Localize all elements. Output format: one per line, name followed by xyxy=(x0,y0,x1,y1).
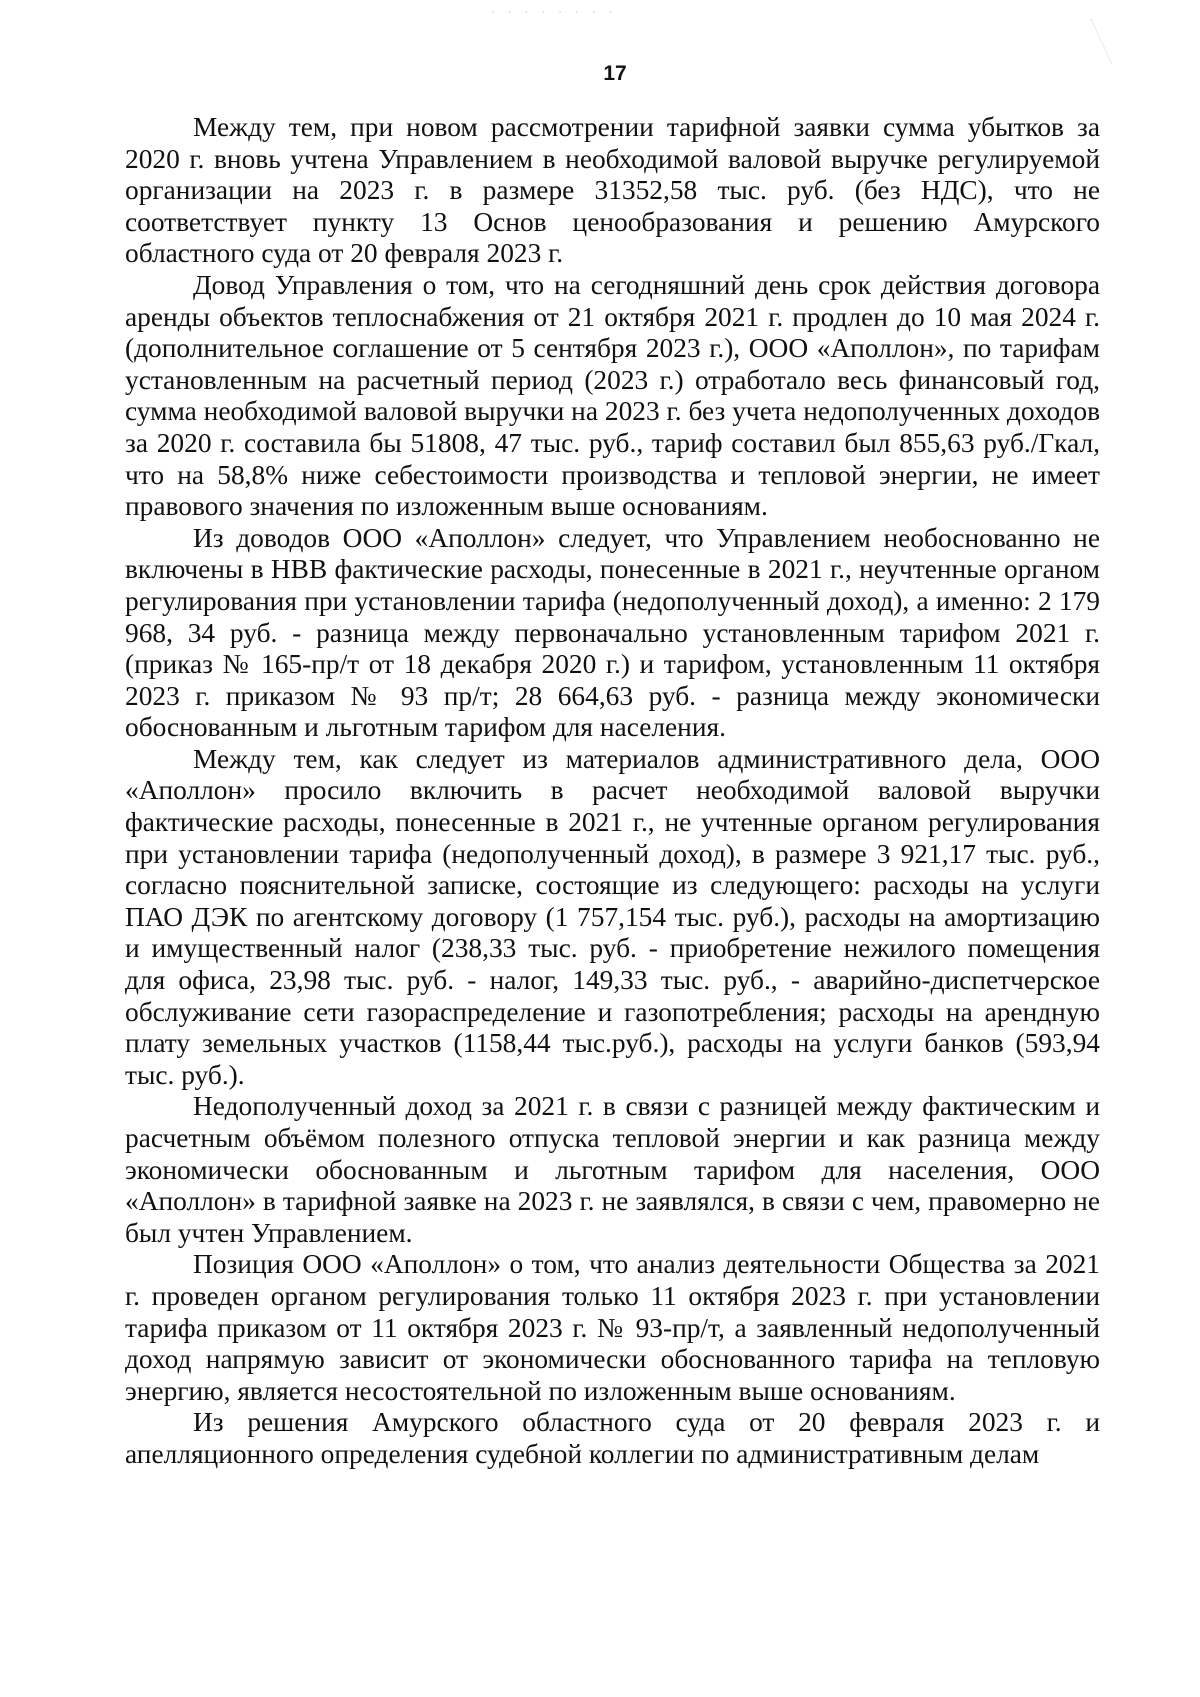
document-body xyxy=(125,112,1100,1471)
paragraph: Между тем, как следует из материалов административного дела, ООО «Аполлон» просило включить в расчет необходимой валовой выручки фактические расходы, понесенные в 2021 г., не учтенные органом регулирования при установлении тарифа (недополученный доход), в размере 3 921,17 тыс. руб., согласно пояснительной записке, состоящие из следующего: расходы на услуги ПАО ДЭК по агентскому договору (1 757,154 тыс. руб.), расходы на амортизацию и имущественный налог (238,33 тыс. руб. - приобретение нежилого помещения для офиса, 23,98 тыс. руб. - налог, 149,33 тыс. руб., - аварийно-диспетчерское обслуживание сети газораспределение и газопотребления; расходы на арендную плату земельных участков (1158,44 тыс.руб.), расходы на услуги банков (593,94 тыс. руб.). xyxy=(125,743,1100,1090)
scan-artifact-corner xyxy=(1090,2,1148,65)
paragraph: Довод Управления о том, что на сегодняшний день срок действия договора аренды объектов теплоснабжения от 21 октября 2021 г. продлен до 10 мая 2024 г. (дополнительное соглашение от 5 сентября 2023 г.), ООО «Аполлон», по тарифам установленным на расчетный период (2023 г.) отработало весь финансовый год, сумма необходимой валовой выручки на 2023 г. без учета недополученных доходов за 2020 г. составила бы 51808, 47 тыс. руб., тариф составил был 855,63 руб./Гкал, что на 58,8% ниже себестоимости производства и тепловой энергии, не имеет правового значения по изложенным выше основаниям. xyxy=(125,269,1100,522)
paragraph: Из решения Амурского областного суда от 20 февраля 2023 г. и апелляционного определения судебной коллегии по административным делам xyxy=(125,1407,1100,1469)
paragraph: Недополученный доход за 2021 г. в связи с разницей между фактическим и расчетным объёмом полезного отпуска тепловой энергии и как разница между экономически обоснованным и льготным тарифом для населения, ООО «Аполлон» в тарифной заявке на 2023 г. не заявлялся, в связи с чем, правомерно не был учтен Управлением. xyxy=(125,1091,1100,1248)
page-number: 17 xyxy=(603,62,627,85)
scan-artifact: · · · · · · · · xyxy=(490,8,617,18)
paragraph: Между тем, при новом рассмотрении тарифной заявки сумма убытков за 2020 г. вновь учтена Управлением в необходимой валовой выручке регулируемой организации на 2023 г. в размере 31352,58 тыс. руб. (без НДС), что не соответствует пункту 13 Основ ценообразования и решению Амурского областного суда от 20 февраля 2023 г. xyxy=(125,112,1100,269)
paragraph: Позиция ООО «Аполлон» о том, что анализ деятельности Общества за 2021 г. проведен органом регулирования только 11 октября 2023 г. при установлении тарифа приказом от 11 октября 2023 г. № 93-пр/т, а заявленный недополученный доход напрямую зависит от экономически обоснованного тарифа на тепловую энергию, является несостоятельной по изложенным выше основаниям. xyxy=(125,1249,1100,1406)
paragraph: Из доводов ООО «Аполлон» следует, что Управлением необоснованно не включены в НВВ фактические расходы, понесенные в 2021 г., неучтенные органом регулирования при установлении тарифа (недополученный доход), а именно: 2 179 968, 34 руб. - разница между первоначально установленным тарифом 2021 г. (приказ № 165-пр/т от 18 декабря 2020 г.) и тарифом, установленным 11 октября 2023 г. приказом № 93 пр/т; 28 664,63 руб. - разница между экономически обоснованным и льготным тарифом для населения. xyxy=(125,522,1100,743)
